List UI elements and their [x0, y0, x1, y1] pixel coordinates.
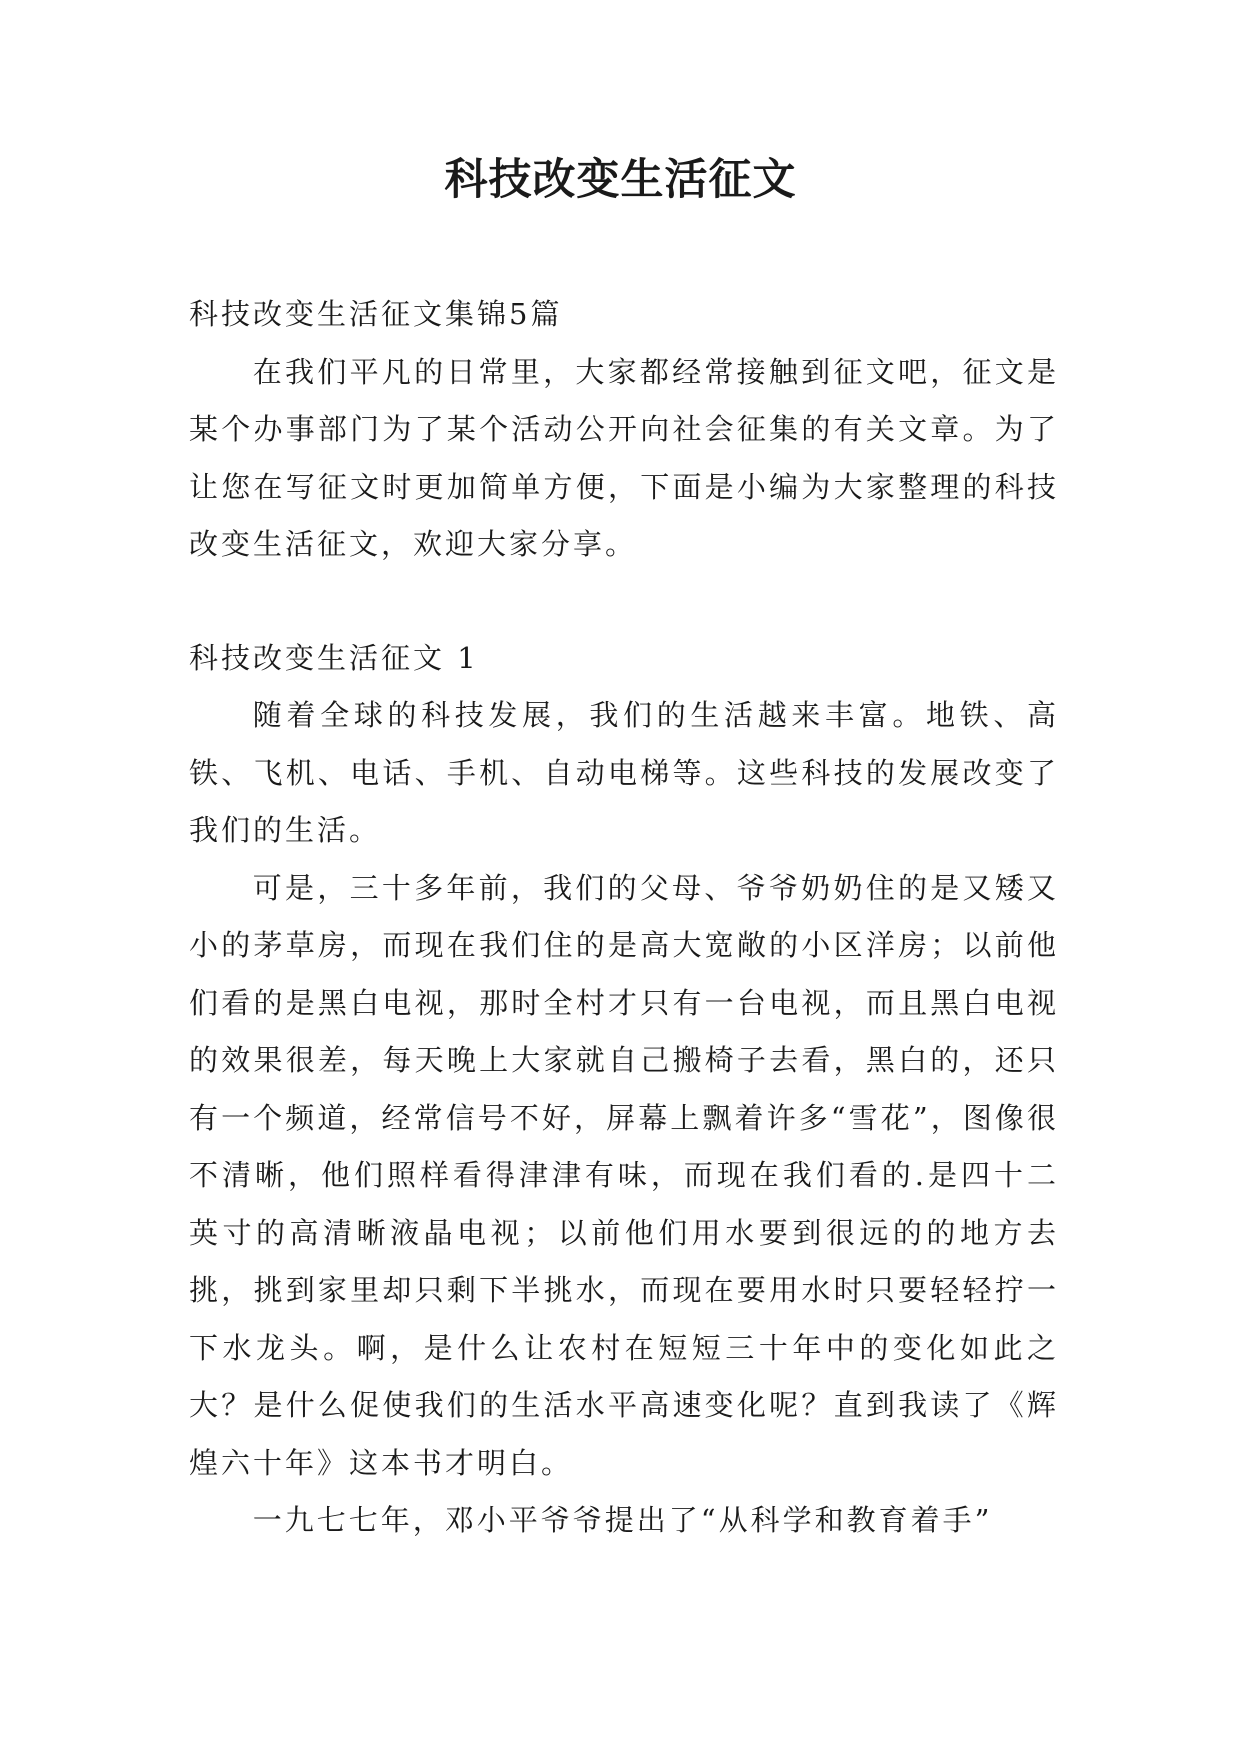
- body-paragraph: 随着全球的科技发展，我们的生活越来丰富。地铁、高铁、飞机、电话、手机、自动电梯等。这些科技的发展改变了我们的生活。: [189, 698, 1059, 847]
- section-heading: 科技改变生活征文 1: [189, 640, 479, 675]
- section-spacer: [189, 574, 1059, 630]
- body-paragraph: 一九七七年，邓小平爷爷提出了“从科学和教育着手”: [252, 1503, 993, 1537]
- document-title: 科技改变生活征文: [444, 155, 797, 205]
- body-paragraph: 可是，三十多年前，我们的父母、爷爷奶奶住的是又矮又小的茅草房，而现在我们住的是高大宽敞的小区洋房；以前他们看的是黑白电视，那时全村才只有一台电视，而且黑白电视的效果很差，每天晚上大家就自己搬椅子去看，黑白的，还只有一个频道，经常信号不好，屏幕上飘着许多“雪花”，图像很不清晰，他们照样看得津津有味，而现在我们看的.是四十二英寸的高清晰液晶电视；以前他们用水要到很远的的地方去挑，挑到家里却只剩下半挑水，而现在要用水时只要轻轻拧一下水龙头。啊，是什么让农村在短短三十年中的变化如此之大？是什么促使我们的生活水平高速变化呢？直到我读了《辉煌六十年》这本书才明白。: [189, 870, 1059, 1480]
- intro-paragraph: 在我们平凡的日常里，大家都经常接触到征文吧，征文是某个办事部门为了某个活动公开向社会征集的有关文章。为了让您在写征文时更加简单方便，下面是小编为大家整理的科技改变生活征文，欢迎大家分享。: [189, 354, 1059, 561]
- document-body: [189, 286, 1059, 1550]
- collection-subtitle: 科技改变生活征文集锦5篇: [189, 297, 563, 331]
